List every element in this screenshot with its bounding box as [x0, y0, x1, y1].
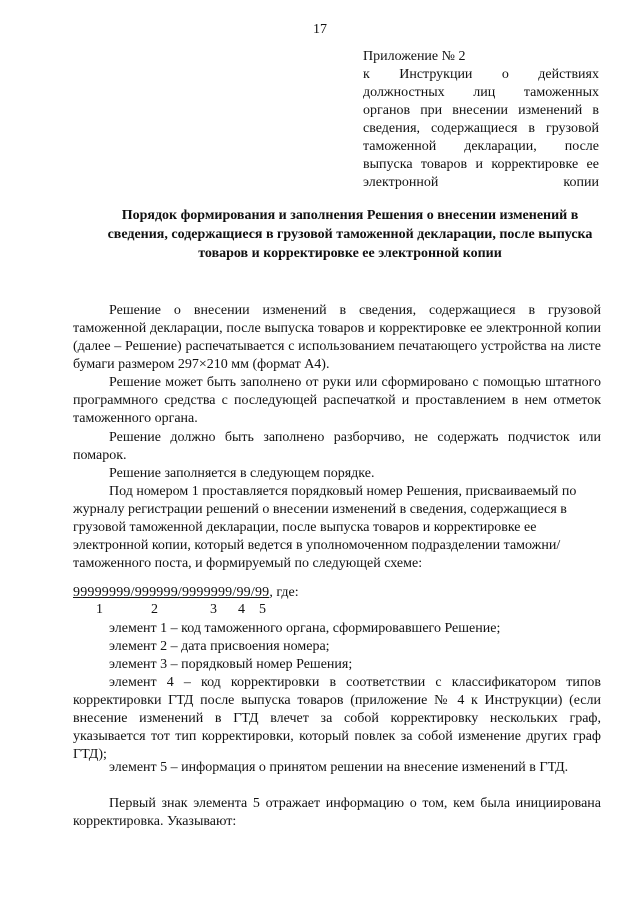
- element-2: элемент 2 – дата присвоения номера;: [109, 639, 330, 654]
- element-5-first-sign-block: [73, 795, 601, 831]
- scheme-number-5: 5: [259, 602, 266, 617]
- paragraph-1-block: [73, 302, 601, 374]
- element-4-block: [73, 674, 601, 764]
- paragraph-3-block: [73, 429, 601, 465]
- scheme-line: [73, 584, 601, 602]
- paragraph-1: Решение о внесении изменений в сведения, содержащиеся в грузовой таможенной декларации, после выпуска товаров и корректировке ее электронной копии (далее – Решение) распечатывается с использованием печатающего устройства на листе бумаги размером 297×210 мм (формат А4).: [73, 303, 601, 372]
- page-number: 17: [313, 22, 327, 37]
- appendix-title: Приложение № 2: [363, 49, 466, 64]
- paragraph-2: Решение может быть заполнено от руки или сформировано с помощью штатного программного средства с последующей распечаткой и проставлением в нем отметок таможенного органа.: [73, 375, 601, 426]
- scheme-number-3: 3: [210, 602, 217, 617]
- scheme-pattern: 99999999/999999/9999999/99/99: [73, 585, 270, 600]
- element-5-block: [73, 759, 601, 777]
- scheme-number-1: 1: [96, 602, 103, 617]
- paragraph-3: Решение должно быть заполнено разборчиво, не содержать подчисток или помарок.: [73, 430, 601, 463]
- scheme-element-numbers: [0, 602, 640, 620]
- scheme-suffix: , где:: [269, 585, 299, 600]
- paragraph-4-block: [73, 465, 601, 483]
- element-3: элемент 3 – порядковый номер Решения;: [109, 657, 353, 672]
- element-5-first-sign: Первый знак элемента 5 отражает информацию о том, кем была инициирована корректировка. Указывают:: [73, 796, 601, 829]
- element-3-line: [73, 656, 601, 674]
- element-2-line: [73, 638, 601, 656]
- appendix-text: к Инструкции о действиях должностных лиц таможенных органов при внесении изменений в сведения, содержащиеся в грузовой таможенной декларации, после выпуска товаров и корректировке ее электронной копии: [363, 67, 599, 190]
- element-4: элемент 4 – код корректировки в соответствии с классификатором типов корректировки ГТД после выпуска товаров (приложение № 4 к Инструкции) (если внесение изменений в ГТД влечет за собой корректировку нескольких граф, указывается тот тип корректировки, который повлек за собой изменение других граф ГТД);: [73, 675, 601, 762]
- appendix-block: [363, 48, 599, 192]
- element-1-line: [73, 620, 601, 638]
- element-5: элемент 5 – информация о принятом решении на внесение изменений в ГТД.: [109, 760, 569, 775]
- paragraph-5-block: [73, 483, 601, 573]
- paragraph-2-block: [73, 374, 601, 428]
- document-heading: Порядок формирования и заполнения Решения о внесении изменений в сведения, содержащиеся в грузовой таможенной декларации, после выпуска товаров и корректировке ее электронной копии: [107, 208, 593, 261]
- paragraph-5: Под номером 1 проставляется порядковый номер Решения, присваиваемый по журналу регистрации решений о внесении изменений в сведения, содержащиеся в грузовой таможенной декларации, после выпуска товаров и корректировке ее электронной копии, который ведется в уполномоченном подразделении таможни/таможенного поста, и формируемый по следующей схеме:: [73, 484, 577, 571]
- scheme-number-4: 4: [238, 602, 245, 617]
- paragraph-4: Решение заполняется в следующем порядке.: [109, 466, 375, 481]
- scheme-number-2: 2: [151, 602, 158, 617]
- element-1: элемент 1 – код таможенного органа, сформировавшего Решение;: [109, 621, 501, 636]
